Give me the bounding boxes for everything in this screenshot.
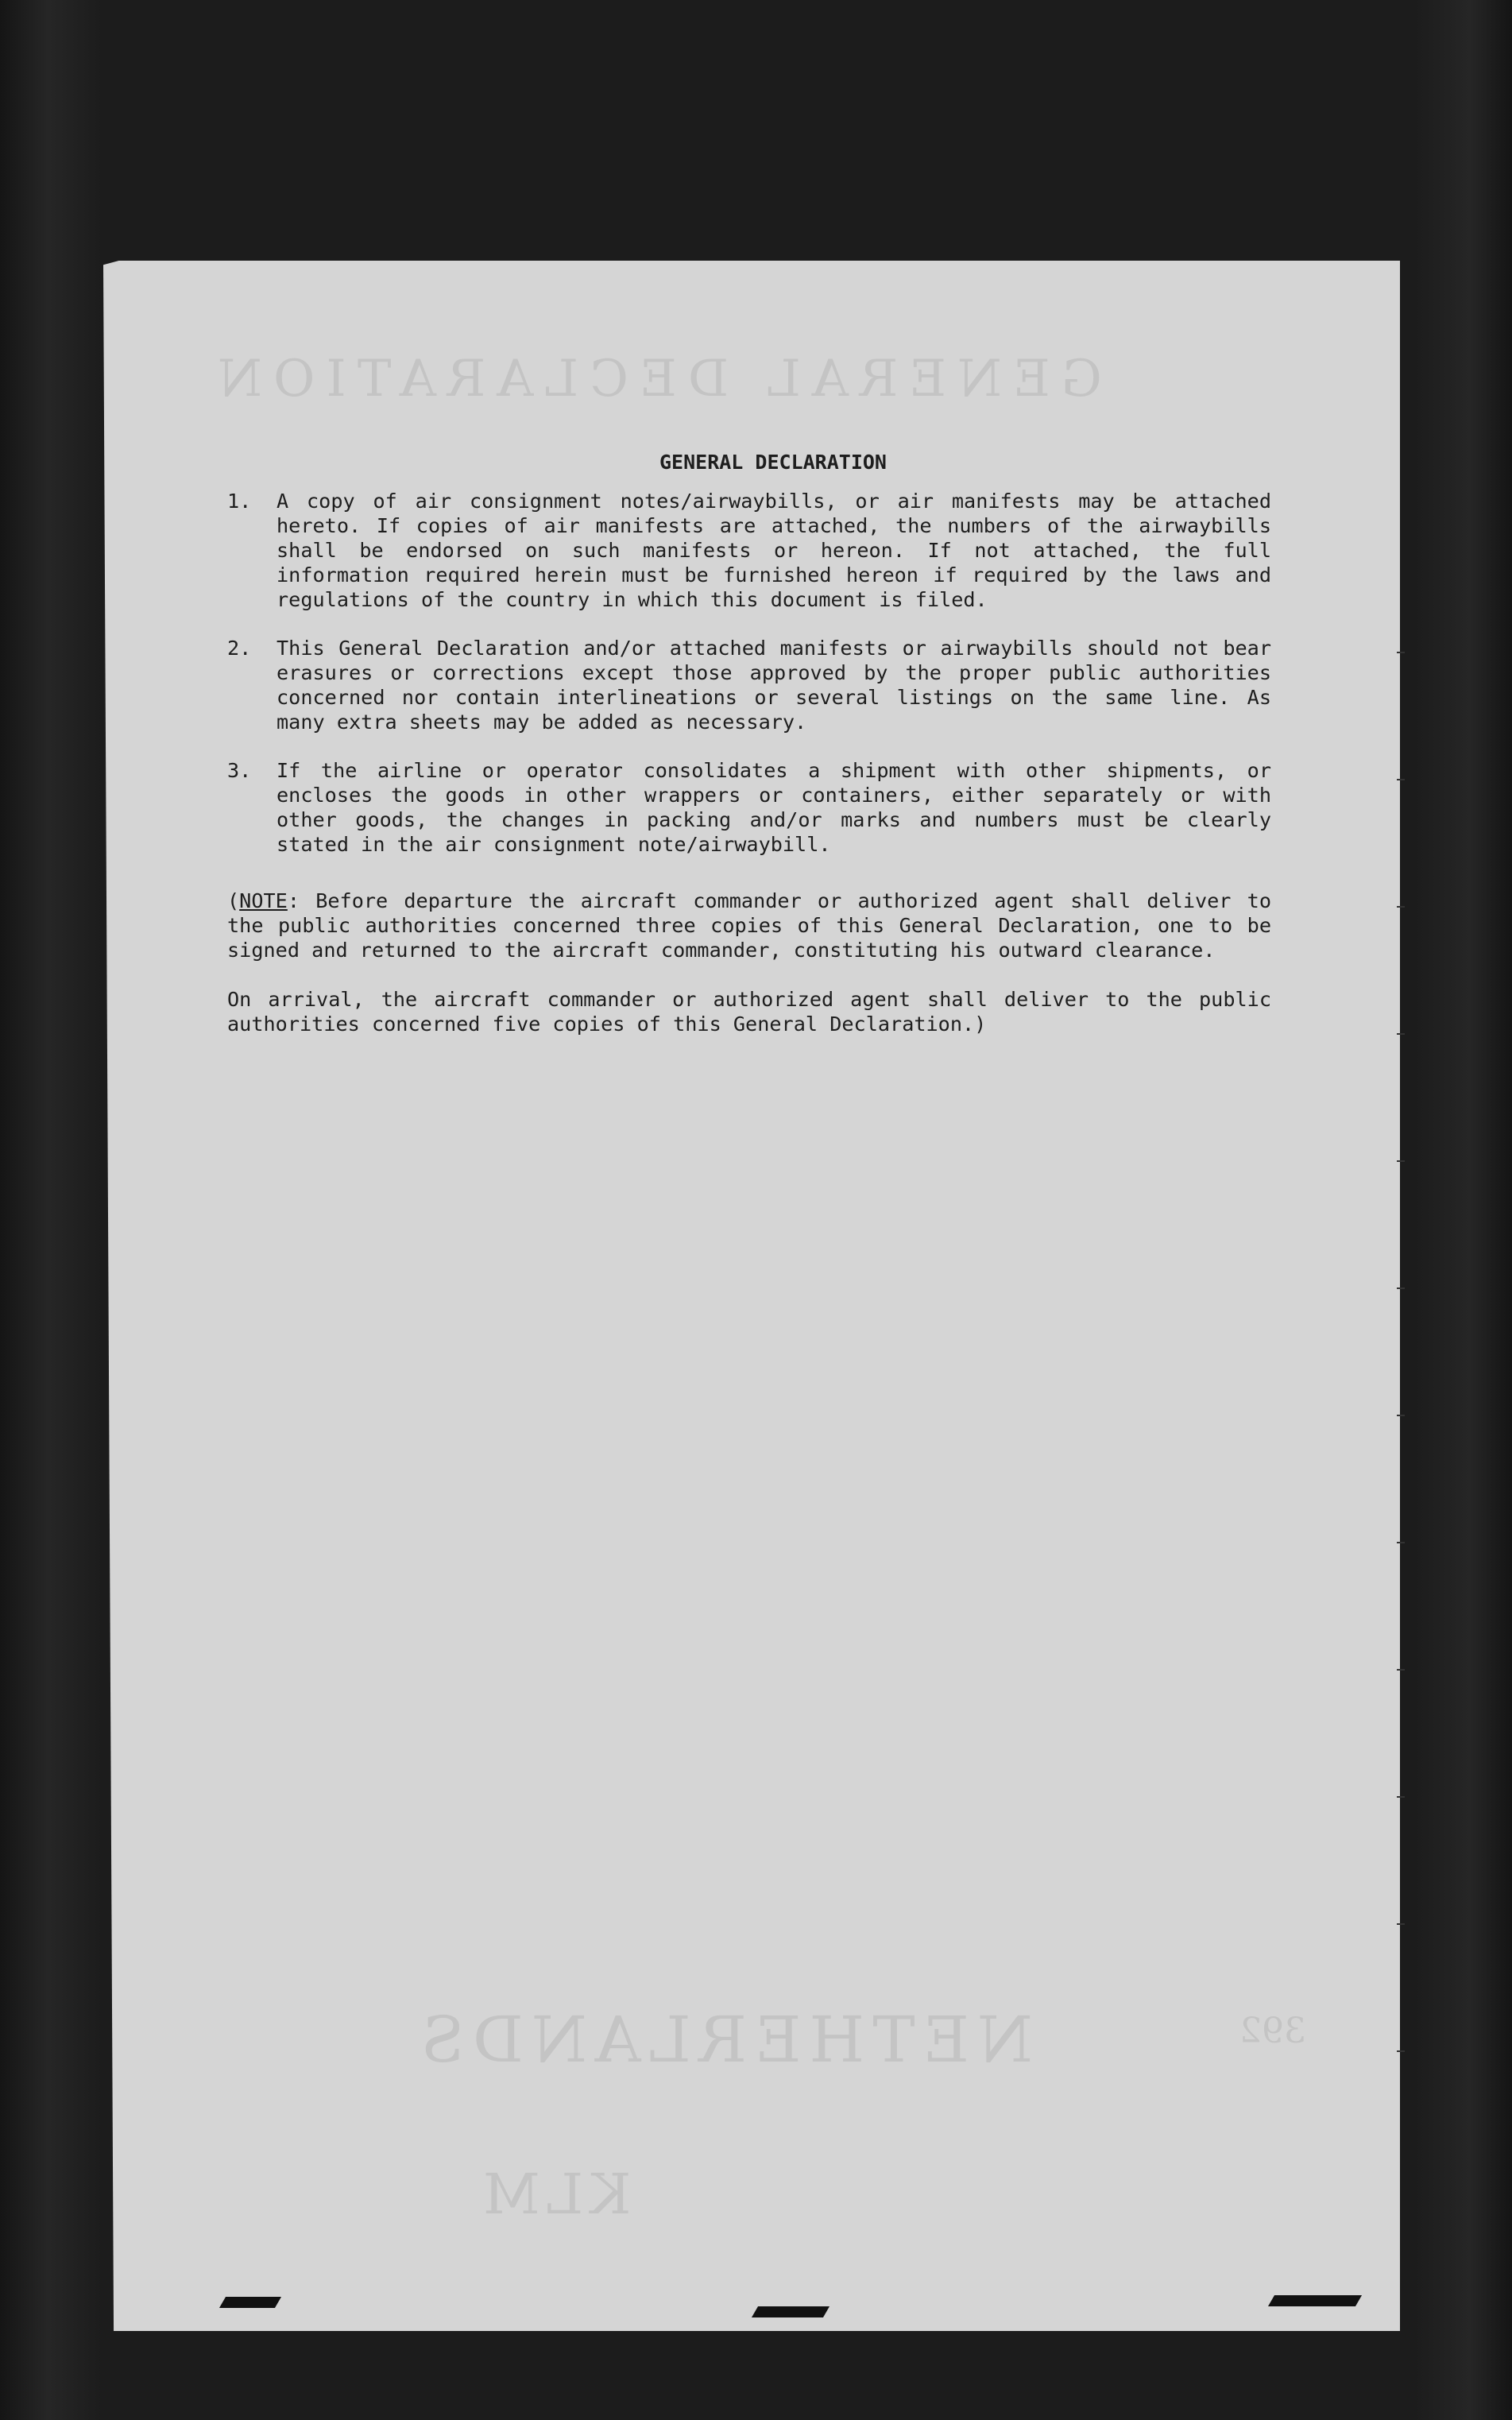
sheet-edge-tick <box>1397 2050 1405 2052</box>
sheet-edge-tick <box>1397 652 1405 653</box>
sheet-edge-tick <box>1397 1033 1405 1035</box>
item-text: A copy of air consignment notes/airwaybills, or air manifests may be attached hereto. If copies of air manifests are attached, the numbers of the airwaybills shall be endorsed on such manifests or hereon. If not attached, the full information required herein must be furnished hereon if required by the laws and regulations of the country in which this document is filed. <box>276 490 1271 611</box>
scan-corner-mark <box>1268 2295 1362 2306</box>
sheet-edge-tick <box>1397 1923 1405 1925</box>
sheet-edge-tick <box>1397 1415 1405 1416</box>
instruction-item-1 <box>227 489 1271 612</box>
note-open-paren: ( <box>227 889 240 912</box>
arrival-note: On arrival, the aircraft commander or authorized agent shall deliver to the public authorities concerned five copies of this General Declaration.) <box>227 988 1271 1036</box>
sheet-edge-tick <box>1397 1160 1405 1162</box>
declaration-body <box>227 450 1271 1036</box>
scan-corner-mark <box>219 2297 281 2308</box>
sheet-edge-tick <box>1397 779 1405 780</box>
departure-note <box>227 889 1271 962</box>
note-label: NOTE <box>239 889 288 912</box>
item-text: If the airline or operator consolidates a shipment with other shipments, or encloses the goods in other wrappers or containers, either separately or with other goods, the changes in packing and/or marks and numbers must be clearly stated in the air consignment note/airwaybill. <box>276 759 1271 856</box>
item-number: 3. <box>227 759 252 782</box>
sheet-edge-tick <box>1397 1287 1405 1289</box>
item-number: 2. <box>227 637 252 660</box>
document-title: GENERAL DECLARATION <box>659 451 887 474</box>
item-text: This General Declaration and/or attached manifests or airwaybills should not bear erasures or corrections except those approved by the proper public authorities concerned nor contain interlineations or several listings on the same line. As many extra sheets may be added as necessary. <box>276 637 1271 734</box>
sheet-edge-tick <box>1397 1542 1405 1543</box>
instruction-item-2 <box>227 636 1271 734</box>
instruction-item-3 <box>227 758 1271 857</box>
scan-corner-mark <box>752 2306 829 2317</box>
note-colon: : <box>287 889 300 912</box>
note-text: Before departure the aircraft commander or authorized agent shall deliver to the public authorities concerned three copies of this General Declaration, one to be signed and returned to the aircraft commander, constituting his outward clearance. <box>227 889 1271 962</box>
sheet-edge-tick <box>1397 1669 1405 1671</box>
sheet-edge-tick <box>1397 1796 1405 1798</box>
sheet-edge-tick <box>1397 906 1405 908</box>
item-number: 1. <box>227 490 252 513</box>
